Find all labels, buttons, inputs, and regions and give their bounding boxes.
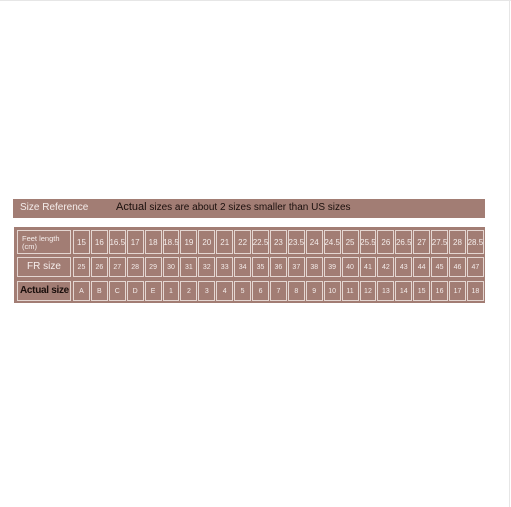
actual-size-cell: 15 [413,281,430,301]
size-reference-banner [13,199,485,218]
actual-size-cell: 11 [342,281,359,301]
actual-size-cell: 13 [377,281,394,301]
feet-length-cells [73,230,485,254]
size-note-text: sizes are about 2 sizes smaller than US sizes [146,202,351,213]
feet-length-cell: 25 [342,230,359,254]
feet-length-cell: 16 [91,230,108,254]
feet-length-cell: 18.5 [163,230,180,254]
feet-length-cell: 22 [234,230,251,254]
feet-length-label-line1: Feet length [22,234,60,243]
actual-size-cell: B [91,281,108,301]
fr-size-label: FR size [17,257,71,277]
actual-size-cell: 5 [234,281,251,301]
actual-size-row [14,281,485,301]
fr-size-cell: 27 [109,257,126,277]
size-note-emphasis: Actual [116,201,147,213]
feet-length-cell: 24 [306,230,323,254]
actual-size-cell: 9 [306,281,323,301]
actual-size-cell: D [127,281,144,301]
fr-size-cells [73,257,485,277]
fr-size-cell: 39 [324,257,341,277]
feet-length-row [14,230,485,254]
feet-length-cell: 24.5 [324,230,341,254]
fr-size-cell: 44 [413,257,430,277]
feet-length-cell: 26 [377,230,394,254]
feet-length-cell: 22.5 [252,230,269,254]
actual-size-cell: 10 [324,281,341,301]
actual-size-cell: E [145,281,162,301]
actual-size-cell: A [73,281,90,301]
actual-size-cell: 8 [288,281,305,301]
fr-size-cell: 34 [234,257,251,277]
fr-size-cell: 30 [163,257,180,277]
actual-size-cell: C [109,281,126,301]
size-table [14,227,485,303]
actual-size-cell: 1 [163,281,180,301]
feet-length-cell: 15 [73,230,90,254]
feet-length-cell: 17 [127,230,144,254]
feet-length-label [17,230,71,254]
fr-size-cell: 29 [145,257,162,277]
feet-length-cell: 26.5 [395,230,412,254]
fr-size-cell: 28 [127,257,144,277]
actual-size-label: Actual size [17,281,71,301]
fr-size-cell: 35 [252,257,269,277]
feet-length-cell: 23.5 [288,230,305,254]
fr-size-cell: 43 [395,257,412,277]
fr-size-cell: 42 [377,257,394,277]
size-note [116,201,351,213]
fr-size-cell: 36 [270,257,287,277]
actual-size-cell: 6 [252,281,269,301]
actual-size-cell: 18 [467,281,484,301]
actual-size-cell: 17 [449,281,466,301]
actual-size-cell: 2 [180,281,197,301]
size-reference-label: Size Reference [20,202,89,213]
fr-size-cell: 41 [360,257,377,277]
actual-size-cells [73,281,485,301]
feet-length-cell: 19 [180,230,197,254]
fr-size-cell: 37 [288,257,305,277]
fr-size-cell: 38 [306,257,323,277]
actual-size-cell: 12 [360,281,377,301]
fr-size-cell: 26 [91,257,108,277]
feet-length-cell: 23 [270,230,287,254]
feet-length-cell: 27 [413,230,430,254]
fr-size-cell: 32 [198,257,215,277]
feet-length-cell: 21 [216,230,233,254]
feet-length-cell: 20 [198,230,215,254]
feet-length-label-line2: (cm) [22,242,37,251]
fr-size-cell: 31 [180,257,197,277]
fr-size-cell: 45 [431,257,448,277]
frame-top-border [0,0,511,1]
feet-length-cell: 18 [145,230,162,254]
fr-size-cell: 46 [449,257,466,277]
feet-length-cell: 16.5 [109,230,126,254]
feet-length-cell: 27.5 [431,230,448,254]
fr-size-cell: 33 [216,257,233,277]
actual-size-cell: 14 [395,281,412,301]
actual-size-cell: 16 [431,281,448,301]
fr-size-cell: 25 [73,257,90,277]
actual-size-cell: 4 [216,281,233,301]
feet-length-cell: 28.5 [467,230,484,254]
feet-length-cell: 28 [449,230,466,254]
fr-size-cell: 40 [342,257,359,277]
fr-size-cell: 47 [467,257,484,277]
actual-size-cell: 3 [198,281,215,301]
frame-right-border [509,0,510,507]
actual-size-cell: 7 [270,281,287,301]
feet-length-cell: 25.5 [360,230,377,254]
fr-size-row [14,257,485,277]
